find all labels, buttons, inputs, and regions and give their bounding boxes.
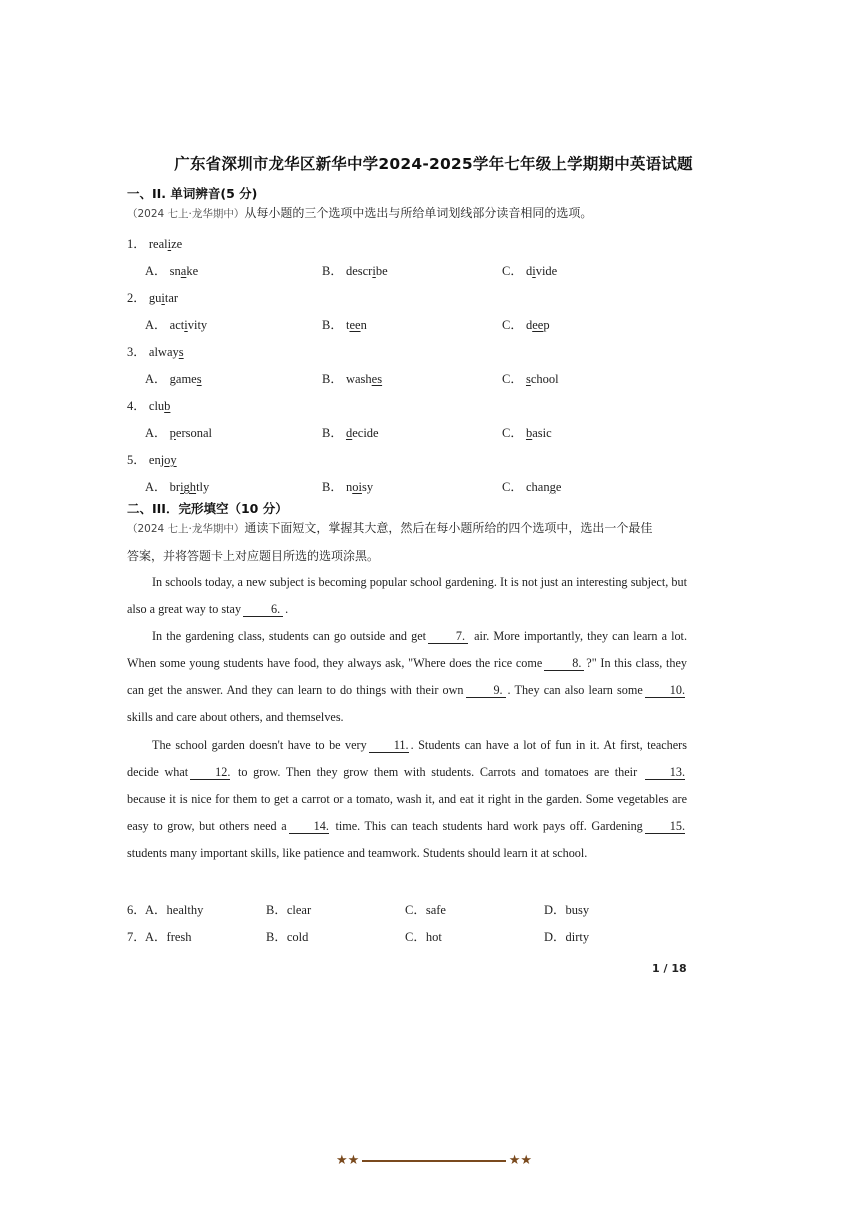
p1-text-a: In schools today, a new subject is becoming popular school gardening. It is not just an interesting subject, but also a great way to stay bbox=[127, 575, 687, 617]
p3-text-d: because it is nice for them to get a carrot or a tomato, wash it, and eat it right in the garden. Some vegetables are easy to grow, but others need a bbox=[127, 791, 687, 833]
p3-text-c: to grow. Then they grow them with students. Carrots and tomatoes are their bbox=[238, 764, 638, 779]
option-word: divide bbox=[525, 264, 558, 278]
option-5-b[interactable] bbox=[322, 477, 373, 495]
cloze-question-number: 7． bbox=[127, 930, 146, 944]
option-4-a[interactable] bbox=[145, 423, 212, 441]
option-4-b[interactable] bbox=[322, 423, 379, 441]
option-word: noisy bbox=[345, 480, 374, 494]
option-5-c[interactable] bbox=[502, 477, 561, 495]
question-number: 1． bbox=[127, 237, 149, 251]
question-number: 3． bbox=[127, 345, 149, 359]
section2-source: （2024 七上·龙华期中） bbox=[127, 523, 245, 535]
option-letter: C． bbox=[502, 372, 526, 386]
cloze-option[interactable]: D．busy bbox=[544, 903, 590, 917]
question-word: realize bbox=[148, 237, 183, 251]
cloze-option[interactable]: C．safe bbox=[405, 903, 446, 917]
cloze-option[interactable]: A．fresh bbox=[145, 930, 192, 944]
option-letter: B． bbox=[322, 480, 346, 494]
option-letter: A． bbox=[145, 264, 170, 278]
section1-source: （2024 七上·龙华期中） bbox=[127, 208, 245, 220]
option-letter: B． bbox=[322, 264, 346, 278]
question-4 bbox=[127, 396, 170, 414]
blank-8: 8. bbox=[544, 656, 584, 671]
option-word: games bbox=[169, 372, 202, 386]
option-word: change bbox=[525, 480, 562, 494]
cloze-option[interactable]: C．hot bbox=[405, 930, 442, 944]
question-word: always bbox=[148, 345, 184, 359]
footer-divider bbox=[362, 1160, 506, 1162]
option-letter: A． bbox=[145, 480, 170, 494]
section2-instruction bbox=[127, 515, 687, 570]
section2-instruction-line1: 通读下面短文，掌握其大意，然后在每小题所给的四个选项中，选出一个最佳 bbox=[244, 521, 653, 535]
option-letter: C． bbox=[502, 264, 526, 278]
option-letter: C． bbox=[502, 318, 526, 332]
option-word: washes bbox=[345, 372, 383, 386]
question-word: enjoy bbox=[148, 453, 177, 467]
blank-7: 7. bbox=[428, 629, 468, 644]
blank-6: 6. bbox=[243, 602, 283, 617]
question-word: club bbox=[148, 399, 171, 413]
p3-text-b: . Students can have a lot of fun in it. At first, teachers decide what bbox=[127, 737, 687, 779]
option-word: school bbox=[525, 372, 559, 386]
option-1-a[interactable] bbox=[145, 261, 198, 279]
blank-11: 11. bbox=[369, 738, 409, 753]
passage-paragraph-3 bbox=[127, 732, 687, 867]
footer-ornament bbox=[336, 1152, 532, 1168]
question-2 bbox=[127, 288, 178, 306]
section2-instruction-line2: 答案，并将答题卡上对应题目所选的选项涂黑。 bbox=[127, 549, 380, 563]
passage-paragraph-2 bbox=[127, 623, 687, 731]
option-1-b[interactable] bbox=[322, 261, 388, 279]
blank-15: 15. bbox=[645, 819, 685, 834]
question-number: 5． bbox=[127, 453, 149, 467]
cloze-passage bbox=[127, 569, 687, 867]
passage-paragraph-1 bbox=[127, 569, 687, 623]
option-5-a[interactable] bbox=[145, 477, 209, 495]
option-word: deep bbox=[525, 318, 550, 332]
option-letter: B． bbox=[322, 372, 346, 386]
option-word: snake bbox=[169, 264, 199, 278]
cloze-option[interactable]: A．healthy bbox=[145, 903, 204, 917]
p2-text-e: skills and care about others, and themselves. bbox=[127, 710, 344, 725]
blank-9: 9. bbox=[466, 683, 506, 698]
question-number: 2． bbox=[127, 291, 149, 305]
option-word: brightly bbox=[169, 480, 210, 494]
p2-text-d: . They can also learn some bbox=[507, 683, 643, 698]
option-1-c[interactable] bbox=[502, 261, 557, 279]
option-3-b[interactable] bbox=[322, 369, 382, 387]
option-2-b[interactable] bbox=[322, 315, 367, 333]
section1-instruction bbox=[127, 200, 687, 228]
option-letter: B． bbox=[322, 318, 346, 332]
option-3-a[interactable] bbox=[145, 369, 202, 387]
page-title: 广东省深圳市龙华区新华中学2024-2025学年七年级上学期期中英语试题 bbox=[174, 155, 693, 173]
option-2-a[interactable] bbox=[145, 315, 207, 333]
question-5 bbox=[127, 450, 177, 468]
blank-10: 10. bbox=[645, 683, 685, 698]
p1-text-c: . bbox=[285, 602, 289, 617]
option-word: teen bbox=[345, 318, 367, 332]
option-word: describe bbox=[345, 264, 388, 278]
p2-text-a: In the gardening class, students can go outside and get bbox=[152, 629, 426, 644]
blank-12: 12. bbox=[190, 765, 230, 780]
option-word: personal bbox=[169, 426, 213, 440]
option-letter: A． bbox=[145, 318, 170, 332]
question-number: 4． bbox=[127, 399, 149, 413]
p2-text-b: air. More importantly, they can learn a lot. When some young students have food, they always ask, "Where does the rice come bbox=[127, 629, 687, 671]
star-icon-left: ★★ bbox=[336, 1152, 360, 1167]
star-icon-right: ★★ bbox=[508, 1152, 532, 1167]
option-letter: A． bbox=[145, 372, 170, 386]
option-4-c[interactable] bbox=[502, 423, 552, 441]
cloze-option[interactable]: B．clear bbox=[266, 903, 312, 917]
cloze-question-number: 6． bbox=[127, 903, 146, 917]
blank-14: 14. bbox=[289, 819, 329, 834]
question-word: guitar bbox=[148, 291, 179, 305]
option-word: basic bbox=[525, 426, 552, 440]
blank-13: 13. bbox=[645, 765, 685, 780]
section2-heading: 二、III．完形填空（10 分） bbox=[127, 501, 288, 516]
option-letter: C． bbox=[502, 426, 526, 440]
p2-text-c: ?" In this class, they can get the answer. And they can learn to do things with their own bbox=[127, 656, 687, 698]
section1-heading: 一、II. 单词辨音(5 分) bbox=[127, 186, 258, 201]
p3-text-e: time. This can teach students hard work pays off. Gardening bbox=[335, 818, 643, 833]
option-letter: C． bbox=[502, 480, 526, 494]
option-word: activity bbox=[169, 318, 208, 332]
question-3 bbox=[127, 342, 184, 360]
p3-text-a: The school garden doesn't have to be very bbox=[152, 737, 367, 752]
cloze-option[interactable]: D．dirty bbox=[544, 930, 590, 944]
option-letter: B． bbox=[322, 426, 346, 440]
option-3-c[interactable] bbox=[502, 369, 559, 387]
section1-instruction-text: 从每小题的三个选项中选出与所给单词划线部分读音相同的选项。 bbox=[244, 206, 593, 220]
cloze-option[interactable]: B．cold bbox=[266, 930, 309, 944]
p3-text-f: students many important skills, like patience and teamwork. Students should learn it at school. bbox=[127, 845, 588, 860]
page-number: 1 / 18 bbox=[652, 962, 687, 975]
option-2-c[interactable] bbox=[502, 315, 550, 333]
question-1 bbox=[127, 234, 182, 252]
option-word: decide bbox=[345, 426, 379, 440]
option-letter: A． bbox=[145, 426, 170, 440]
